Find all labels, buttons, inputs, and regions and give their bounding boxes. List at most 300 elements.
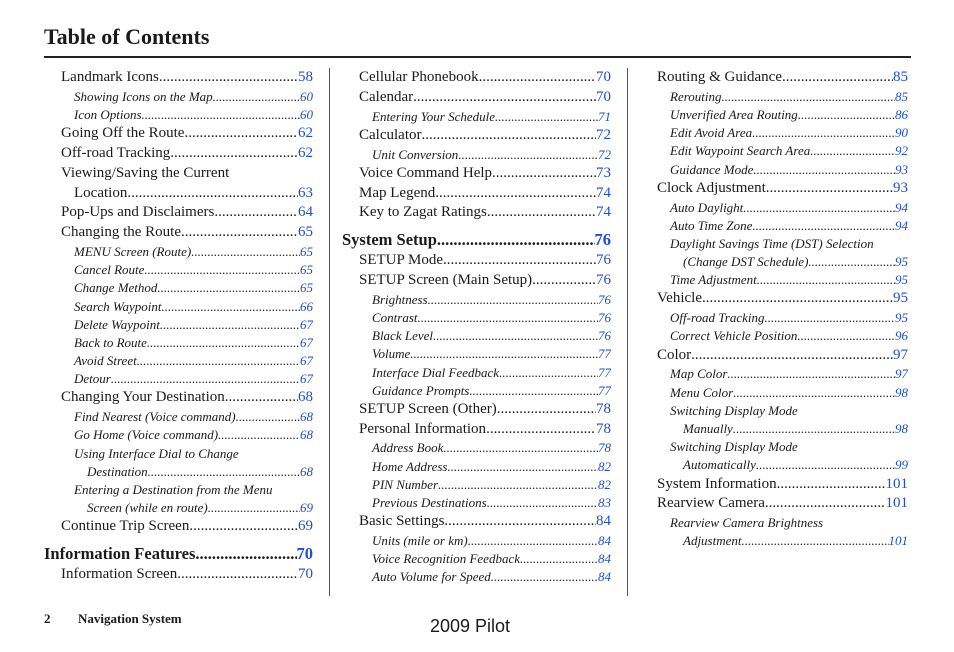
toc-entry-title: Daylight Savings Time (DST) Selection: [670, 235, 874, 251]
toc-column-3: [657, 68, 908, 551]
dot-leader: [162, 298, 301, 316]
dot-leader: [487, 494, 598, 512]
toc-entry-title: Location: [74, 184, 128, 201]
dot-leader: [479, 68, 596, 88]
toc-subentry: [657, 235, 908, 253]
toc-subentry[interactable]: [657, 142, 908, 160]
dot-leader: [487, 203, 596, 223]
toc-page-link[interactable]: 72: [596, 126, 611, 143]
toc-column-1: [44, 68, 313, 585]
toc-entry-title: PIN Number: [372, 476, 439, 492]
toc-subentry[interactable]: [657, 199, 908, 217]
toc-subentry[interactable]: [359, 327, 611, 345]
toc-entry-title: Delete Waypoint: [74, 316, 160, 332]
toc-entry-title: Voice Recognition Feedback: [372, 551, 520, 567]
dot-leader: [469, 382, 598, 400]
toc-subentry[interactable]: [657, 365, 908, 383]
dot-leader: [177, 565, 298, 585]
toc-subentry[interactable]: [61, 334, 313, 352]
toc-page-link[interactable]: 77: [598, 346, 611, 362]
toc-subentry[interactable]: [657, 124, 908, 142]
toc-subentry[interactable]: [61, 261, 313, 279]
toc-entry-title: SETUP Mode: [359, 252, 444, 269]
toc-entry[interactable]: [61, 144, 313, 164]
toc-subentry[interactable]: [657, 456, 908, 474]
toc-entry-title: (Change DST Schedule): [683, 254, 809, 270]
dot-leader: [435, 184, 596, 204]
toc-page-link[interactable]: 76: [594, 230, 611, 250]
toc-subentry[interactable]: [359, 476, 611, 494]
dot-leader: [213, 88, 300, 106]
dot-leader: [520, 550, 598, 568]
toc-page-link[interactable]: 74: [596, 184, 611, 201]
toc-entry-title: Change Method: [74, 280, 158, 296]
toc-entry-title: Routing & Guidance: [657, 69, 782, 85]
dot-leader: [157, 279, 300, 297]
toc-entry-title: SETUP Screen (Main Setup): [359, 271, 533, 288]
toc-entry-title: Unverified Area Routing: [670, 106, 798, 122]
toc-page-link[interactable]: 86: [895, 106, 908, 122]
toc-entry[interactable]: [359, 420, 611, 440]
toc-page-link[interactable]: 84: [598, 569, 611, 585]
toc-entry[interactable]: [359, 164, 611, 184]
toc-entry-title: Entering a Destination from the Menu: [74, 482, 273, 497]
dot-leader: [810, 142, 895, 160]
toc-entry-title: Detour: [74, 371, 111, 387]
toc-page-link[interactable]: 98: [895, 384, 908, 400]
toc-subentry[interactable]: [61, 352, 313, 370]
dot-leader: [159, 68, 298, 88]
dot-leader: [765, 309, 896, 327]
toc-entry-title: Switching Display Mode: [670, 402, 798, 418]
toc-entry-title: Information Screen: [61, 566, 178, 583]
toc-entry-title: Key to Zagat Ratings: [359, 204, 487, 221]
toc-entry-title: Black Level: [372, 328, 433, 344]
dot-leader: [443, 251, 596, 271]
toc-entry[interactable]: [61, 184, 313, 204]
toc-entry: [61, 164, 313, 184]
toc-page-link[interactable]: 93: [895, 161, 908, 177]
dot-leader: [170, 144, 298, 164]
toc-entry-title: Map Color: [670, 366, 728, 382]
title-rule: [44, 56, 911, 58]
dot-leader: [142, 106, 300, 124]
dot-leader: [765, 494, 886, 514]
toc-page-link[interactable]: 65: [300, 243, 313, 259]
toc-entry-title: Volume: [372, 346, 411, 362]
toc-entry-title: System Information: [657, 475, 777, 492]
toc-entry-title: Find Nearest (Voice command): [74, 409, 236, 425]
toc-subentry[interactable]: [61, 106, 313, 124]
dot-leader: [111, 370, 300, 388]
toc-page-link[interactable]: 68: [300, 409, 313, 425]
toc-subentry[interactable]: [359, 108, 611, 126]
toc-entry-title: Rerouting: [670, 88, 722, 104]
toc-page-link[interactable]: 67: [300, 316, 313, 332]
toc-page-link[interactable]: 60: [300, 88, 313, 104]
dot-leader: [433, 327, 598, 345]
footer-section-label: Navigation System: [78, 611, 182, 626]
toc-page-link[interactable]: 70: [596, 88, 611, 105]
toc-subentry[interactable]: [61, 316, 313, 334]
toc-entry[interactable]: [359, 251, 611, 271]
toc-page-link[interactable]: 63: [298, 184, 313, 201]
toc-subentry[interactable]: [657, 217, 908, 235]
toc-entry-title: Changing Your Destination: [61, 389, 225, 406]
toc-subentry: [61, 481, 313, 499]
dot-leader: [492, 164, 596, 184]
toc-entry-title: Icon Options: [74, 106, 142, 122]
toc-entry-title: Clock Adjustment: [657, 179, 766, 196]
toc-page-link[interactable]: 78: [598, 440, 611, 456]
toc-subentry[interactable]: [359, 568, 611, 586]
toc-entry[interactable]: [61, 223, 313, 243]
dot-leader: [797, 327, 895, 345]
toc-page-link[interactable]: 71: [598, 108, 611, 124]
dot-leader: [702, 289, 893, 309]
toc-entry[interactable]: [657, 475, 908, 495]
dot-leader: [214, 203, 298, 223]
toc-entry-title: Auto Daylight: [670, 199, 744, 215]
toc-subentry[interactable]: [359, 458, 611, 476]
toc-entry[interactable]: [359, 203, 611, 223]
toc-entry[interactable]: [359, 184, 611, 204]
toc-page-link[interactable]: 70: [596, 69, 611, 85]
toc-page-link[interactable]: 95: [895, 272, 908, 288]
dot-leader: [798, 106, 895, 124]
toc-subentry[interactable]: [657, 384, 908, 402]
page-title: Table of Contents: [44, 24, 210, 49]
toc-page-link[interactable]: 62: [298, 125, 313, 142]
toc-entry-title: Voice Command Help: [359, 164, 493, 181]
toc-entry-title: Interface Dial Feedback: [372, 364, 500, 380]
toc-page-link[interactable]: 67: [300, 371, 313, 387]
toc-entry-title: Calculator: [359, 126, 422, 143]
dot-leader: [160, 316, 300, 334]
toc-page-link[interactable]: 66: [300, 298, 313, 314]
toc-entry-title: Edit Avoid Area: [670, 125, 753, 141]
toc-page-link[interactable]: 70: [298, 566, 313, 583]
toc-subentry[interactable]: [657, 253, 908, 271]
toc-page-link[interactable]: 101: [885, 475, 908, 492]
dot-leader: [468, 532, 598, 550]
toc-entry-title: Using Interface Dial to Change: [74, 445, 239, 461]
toc-page-link[interactable]: 77: [598, 382, 611, 398]
toc-entry-title: SETUP Screen (Other): [359, 400, 497, 417]
dot-leader: [766, 179, 893, 199]
dot-leader: [757, 271, 895, 289]
toc-entry-title: Continue Trip Screen: [61, 518, 190, 535]
dot-leader: [808, 253, 895, 271]
toc-subentry[interactable]: [657, 309, 908, 327]
dot-leader: [495, 108, 598, 126]
dot-leader: [208, 499, 300, 517]
toc-section-heading[interactable]: [44, 543, 313, 565]
toc-entry[interactable]: [657, 68, 908, 88]
toc-page-link[interactable]: 65: [300, 262, 313, 278]
toc-subentry[interactable]: [359, 532, 611, 550]
toc-page-link[interactable]: 95: [895, 254, 908, 270]
model-label: 2009 Pilot: [430, 616, 511, 636]
toc-page-link[interactable]: 65: [300, 280, 313, 296]
dot-leader: [743, 199, 895, 217]
dot-leader: [443, 439, 598, 457]
toc-entry-title: Showing Icons on the Map: [74, 88, 213, 104]
toc-subentry[interactable]: [359, 146, 611, 164]
toc-page-link[interactable]: 67: [300, 334, 313, 350]
toc-entry-title: Entering Your Schedule: [372, 108, 496, 124]
toc-subentry[interactable]: [359, 291, 611, 309]
toc-entry[interactable]: [657, 179, 908, 199]
dot-leader: [437, 229, 595, 251]
dot-leader: [497, 400, 596, 420]
toc-subentry[interactable]: [359, 345, 611, 363]
toc-entry-title: Brightness: [372, 291, 428, 307]
toc-page-link[interactable]: 84: [598, 551, 611, 567]
toc-page-link[interactable]: 76: [598, 309, 611, 325]
toc-entry-title: Personal Information: [359, 420, 487, 437]
toc-entry[interactable]: [61, 565, 313, 585]
toc-entry-title: Adjustment: [683, 533, 742, 549]
toc-entry-title: Correct Vehicle Position: [670, 328, 798, 344]
dot-leader: [428, 291, 598, 309]
toc-entry-title: System Setup: [342, 230, 437, 250]
toc-entry[interactable]: [61, 517, 313, 537]
toc-entry-title: Home Address: [372, 458, 448, 474]
toc-entry[interactable]: [657, 289, 908, 309]
dot-leader: [733, 384, 895, 402]
dot-leader: [499, 364, 598, 382]
toc-entry-title: Previous Destinations: [372, 495, 487, 511]
toc-page-link[interactable]: 101: [885, 495, 908, 512]
toc-entry-title: Changing the Route: [61, 224, 181, 241]
column-divider: [627, 68, 628, 596]
toc-entry-title: Manually: [683, 421, 733, 436]
toc-page-link[interactable]: 92: [895, 143, 908, 159]
toc-entry-title: Auto Time Zone: [670, 217, 753, 233]
toc-page-link[interactable]: 68: [298, 389, 313, 406]
toc-page-link[interactable]: 83: [598, 495, 611, 511]
toc-entry[interactable]: [359, 126, 611, 146]
toc-page-link[interactable]: 76: [596, 252, 611, 269]
toc-entry-title: Rearview Camera Brightness: [670, 515, 824, 531]
toc-page-link[interactable]: 84: [598, 533, 611, 549]
toc-entry-title: Landmark Icons: [61, 69, 159, 85]
toc-entry-title: Pop-Ups and Disclaimers: [61, 204, 215, 221]
toc-subentry[interactable]: [61, 408, 313, 426]
toc-subentry: [61, 445, 313, 463]
toc-page-link[interactable]: 96: [895, 328, 908, 344]
toc-page-link[interactable]: 72: [598, 146, 611, 162]
toc-subentry[interactable]: [61, 243, 313, 261]
toc-section-heading[interactable]: [342, 229, 611, 251]
dot-leader: [144, 261, 300, 279]
toc-entry-title: Search Waypoint: [74, 298, 162, 314]
toc-page-link[interactable]: 93: [893, 179, 908, 196]
toc-page-link[interactable]: 76: [596, 271, 611, 288]
dot-leader: [733, 420, 895, 438]
dot-leader: [189, 517, 298, 537]
toc-page-link[interactable]: 62: [298, 144, 313, 161]
dot-leader: [742, 532, 889, 550]
toc-page-link[interactable]: 97: [893, 346, 908, 363]
dot-leader: [458, 146, 598, 164]
toc-page-link[interactable]: 85: [893, 69, 908, 85]
toc-entry-title: Time Adjustment: [670, 272, 757, 288]
toc-subentry[interactable]: [657, 106, 908, 124]
toc-page-link[interactable]: 64: [298, 204, 313, 221]
toc-page-link[interactable]: 90: [895, 125, 908, 141]
toc-page-link[interactable]: 70: [296, 544, 313, 564]
toc-entry[interactable]: [61, 68, 313, 88]
toc-page-link[interactable]: 76: [598, 291, 611, 307]
toc-subentry[interactable]: [359, 364, 611, 382]
dot-leader: [532, 271, 596, 291]
toc-page-link[interactable]: 67: [300, 353, 313, 369]
toc-entry-title: Guidance Prompts: [372, 382, 470, 398]
toc-page-link[interactable]: 94: [895, 217, 908, 233]
toc-subentry[interactable]: [359, 439, 611, 457]
toc-entry[interactable]: [657, 494, 908, 514]
toc-entry-title: Contrast: [372, 309, 418, 325]
toc-entry-title: Map Legend: [359, 184, 436, 201]
toc-subentry: [657, 438, 908, 456]
column-divider: [329, 68, 330, 596]
toc-page-link[interactable]: 78: [596, 400, 611, 417]
toc-entry[interactable]: [359, 68, 611, 88]
toc-entry-title: Unit Conversion: [372, 146, 459, 162]
toc-page-link[interactable]: 85: [895, 88, 908, 104]
toc-page-link[interactable]: 68: [300, 463, 313, 479]
toc-subentry[interactable]: [657, 88, 908, 106]
toc-page-link[interactable]: 95: [895, 310, 908, 326]
toc-page-link[interactable]: 101: [888, 533, 908, 549]
toc-subentry[interactable]: [61, 426, 313, 444]
toc-subentry[interactable]: [359, 382, 611, 400]
toc-page-link[interactable]: 94: [895, 199, 908, 215]
dot-leader: [486, 420, 596, 440]
toc-page-link[interactable]: 74: [596, 204, 611, 221]
toc-entry-title: Menu Color: [670, 384, 734, 400]
toc-page-link[interactable]: 82: [598, 476, 611, 492]
toc-page-link[interactable]: 82: [598, 458, 611, 474]
toc-page-link[interactable]: 76: [598, 328, 611, 344]
toc-entry-title: Automatically: [683, 457, 756, 473]
toc-entry-title: Avoid Street: [74, 353, 137, 369]
toc-page-link[interactable]: 69: [298, 518, 313, 535]
dot-leader: [191, 243, 300, 261]
toc-page-link[interactable]: 65: [298, 224, 313, 241]
toc-entry-title: Screen (while en route): [87, 500, 208, 516]
dot-leader: [421, 126, 596, 146]
toc-entry[interactable]: [359, 400, 611, 420]
toc-subentry[interactable]: [61, 88, 313, 106]
toc-entry[interactable]: [61, 124, 313, 144]
dot-leader: [147, 334, 300, 352]
dot-leader: [218, 426, 300, 444]
dot-leader: [127, 184, 298, 204]
toc-subentry: [657, 514, 908, 532]
toc-entry[interactable]: [359, 271, 611, 291]
dot-leader: [756, 456, 895, 474]
toc-entry-title: Viewing/Saving the Current: [61, 164, 230, 181]
toc-page-link[interactable]: 97: [895, 366, 908, 382]
dot-leader: [195, 543, 296, 565]
dot-leader: [184, 124, 298, 144]
toc-entry[interactable]: [359, 88, 611, 108]
toc-subentry[interactable]: [61, 499, 313, 517]
page-number: 2: [44, 611, 51, 626]
toc-page-link[interactable]: 58: [298, 69, 313, 85]
toc-entry-title: Units (mile or km): [372, 533, 468, 549]
toc-page-link[interactable]: 78: [596, 420, 611, 437]
toc-subentry[interactable]: [359, 494, 611, 512]
toc-entry-title: Go Home (Voice command): [74, 427, 219, 443]
toc-entry-title: Address Book: [372, 440, 444, 456]
toc-page-link[interactable]: 95: [893, 290, 908, 307]
toc-page-link[interactable]: 69: [300, 500, 313, 516]
toc-entry[interactable]: [61, 203, 313, 223]
toc-entry[interactable]: [61, 388, 313, 408]
toc-entry[interactable]: [657, 346, 908, 366]
toc-entry[interactable]: [359, 512, 611, 532]
toc-page-link[interactable]: 60: [300, 106, 313, 122]
toc-entry-title: Vehicle: [657, 290, 702, 307]
toc-page-link[interactable]: 84: [596, 513, 611, 530]
toc-page-link[interactable]: 98: [895, 421, 908, 436]
dot-leader: [691, 346, 893, 366]
toc-subentry[interactable]: [61, 298, 313, 316]
toc-entry-title: Cancel Route: [74, 262, 145, 278]
toc-subentry[interactable]: [61, 279, 313, 297]
toc-subentry[interactable]: [359, 309, 611, 327]
toc-page-link[interactable]: 99: [895, 457, 908, 473]
toc-subentry[interactable]: [61, 463, 313, 481]
toc-entry-title: Rearview Camera: [657, 495, 765, 512]
toc-subentry[interactable]: [359, 550, 611, 568]
toc-entry-title: Going Off the Route: [61, 125, 185, 142]
dot-leader: [752, 124, 895, 142]
toc-entry-title: Auto Volume for Speed: [372, 569, 491, 585]
dot-leader: [236, 408, 300, 426]
dot-leader: [418, 309, 598, 327]
toc-entry-title: Edit Waypoint Search Area: [670, 143, 811, 159]
toc-entry-title: Back to Route: [74, 334, 147, 350]
toc-entry-title: Cellular Phonebook: [359, 69, 479, 85]
toc-subentry[interactable]: [61, 370, 313, 388]
toc-page-link[interactable]: 73: [596, 164, 611, 181]
toc-subentry[interactable]: [657, 420, 908, 438]
toc-page-link[interactable]: 68: [300, 427, 313, 443]
dot-leader: [181, 223, 298, 243]
toc-subentry[interactable]: [657, 161, 908, 179]
dot-leader: [777, 475, 886, 495]
dot-leader: [722, 88, 895, 106]
toc-entry-title: Off-road Tracking: [61, 144, 171, 161]
dot-leader: [225, 388, 298, 408]
toc-subentry[interactable]: [657, 271, 908, 289]
dot-leader: [413, 88, 596, 108]
dot-leader: [727, 365, 895, 383]
toc-subentry[interactable]: [657, 532, 908, 550]
toc-column-2: [342, 68, 611, 587]
toc-page-link[interactable]: 77: [598, 364, 611, 380]
toc-subentry[interactable]: [657, 327, 908, 345]
toc-subentry: [657, 402, 908, 420]
dot-leader: [782, 68, 893, 88]
dot-leader: [438, 476, 598, 494]
dot-leader: [410, 345, 598, 363]
